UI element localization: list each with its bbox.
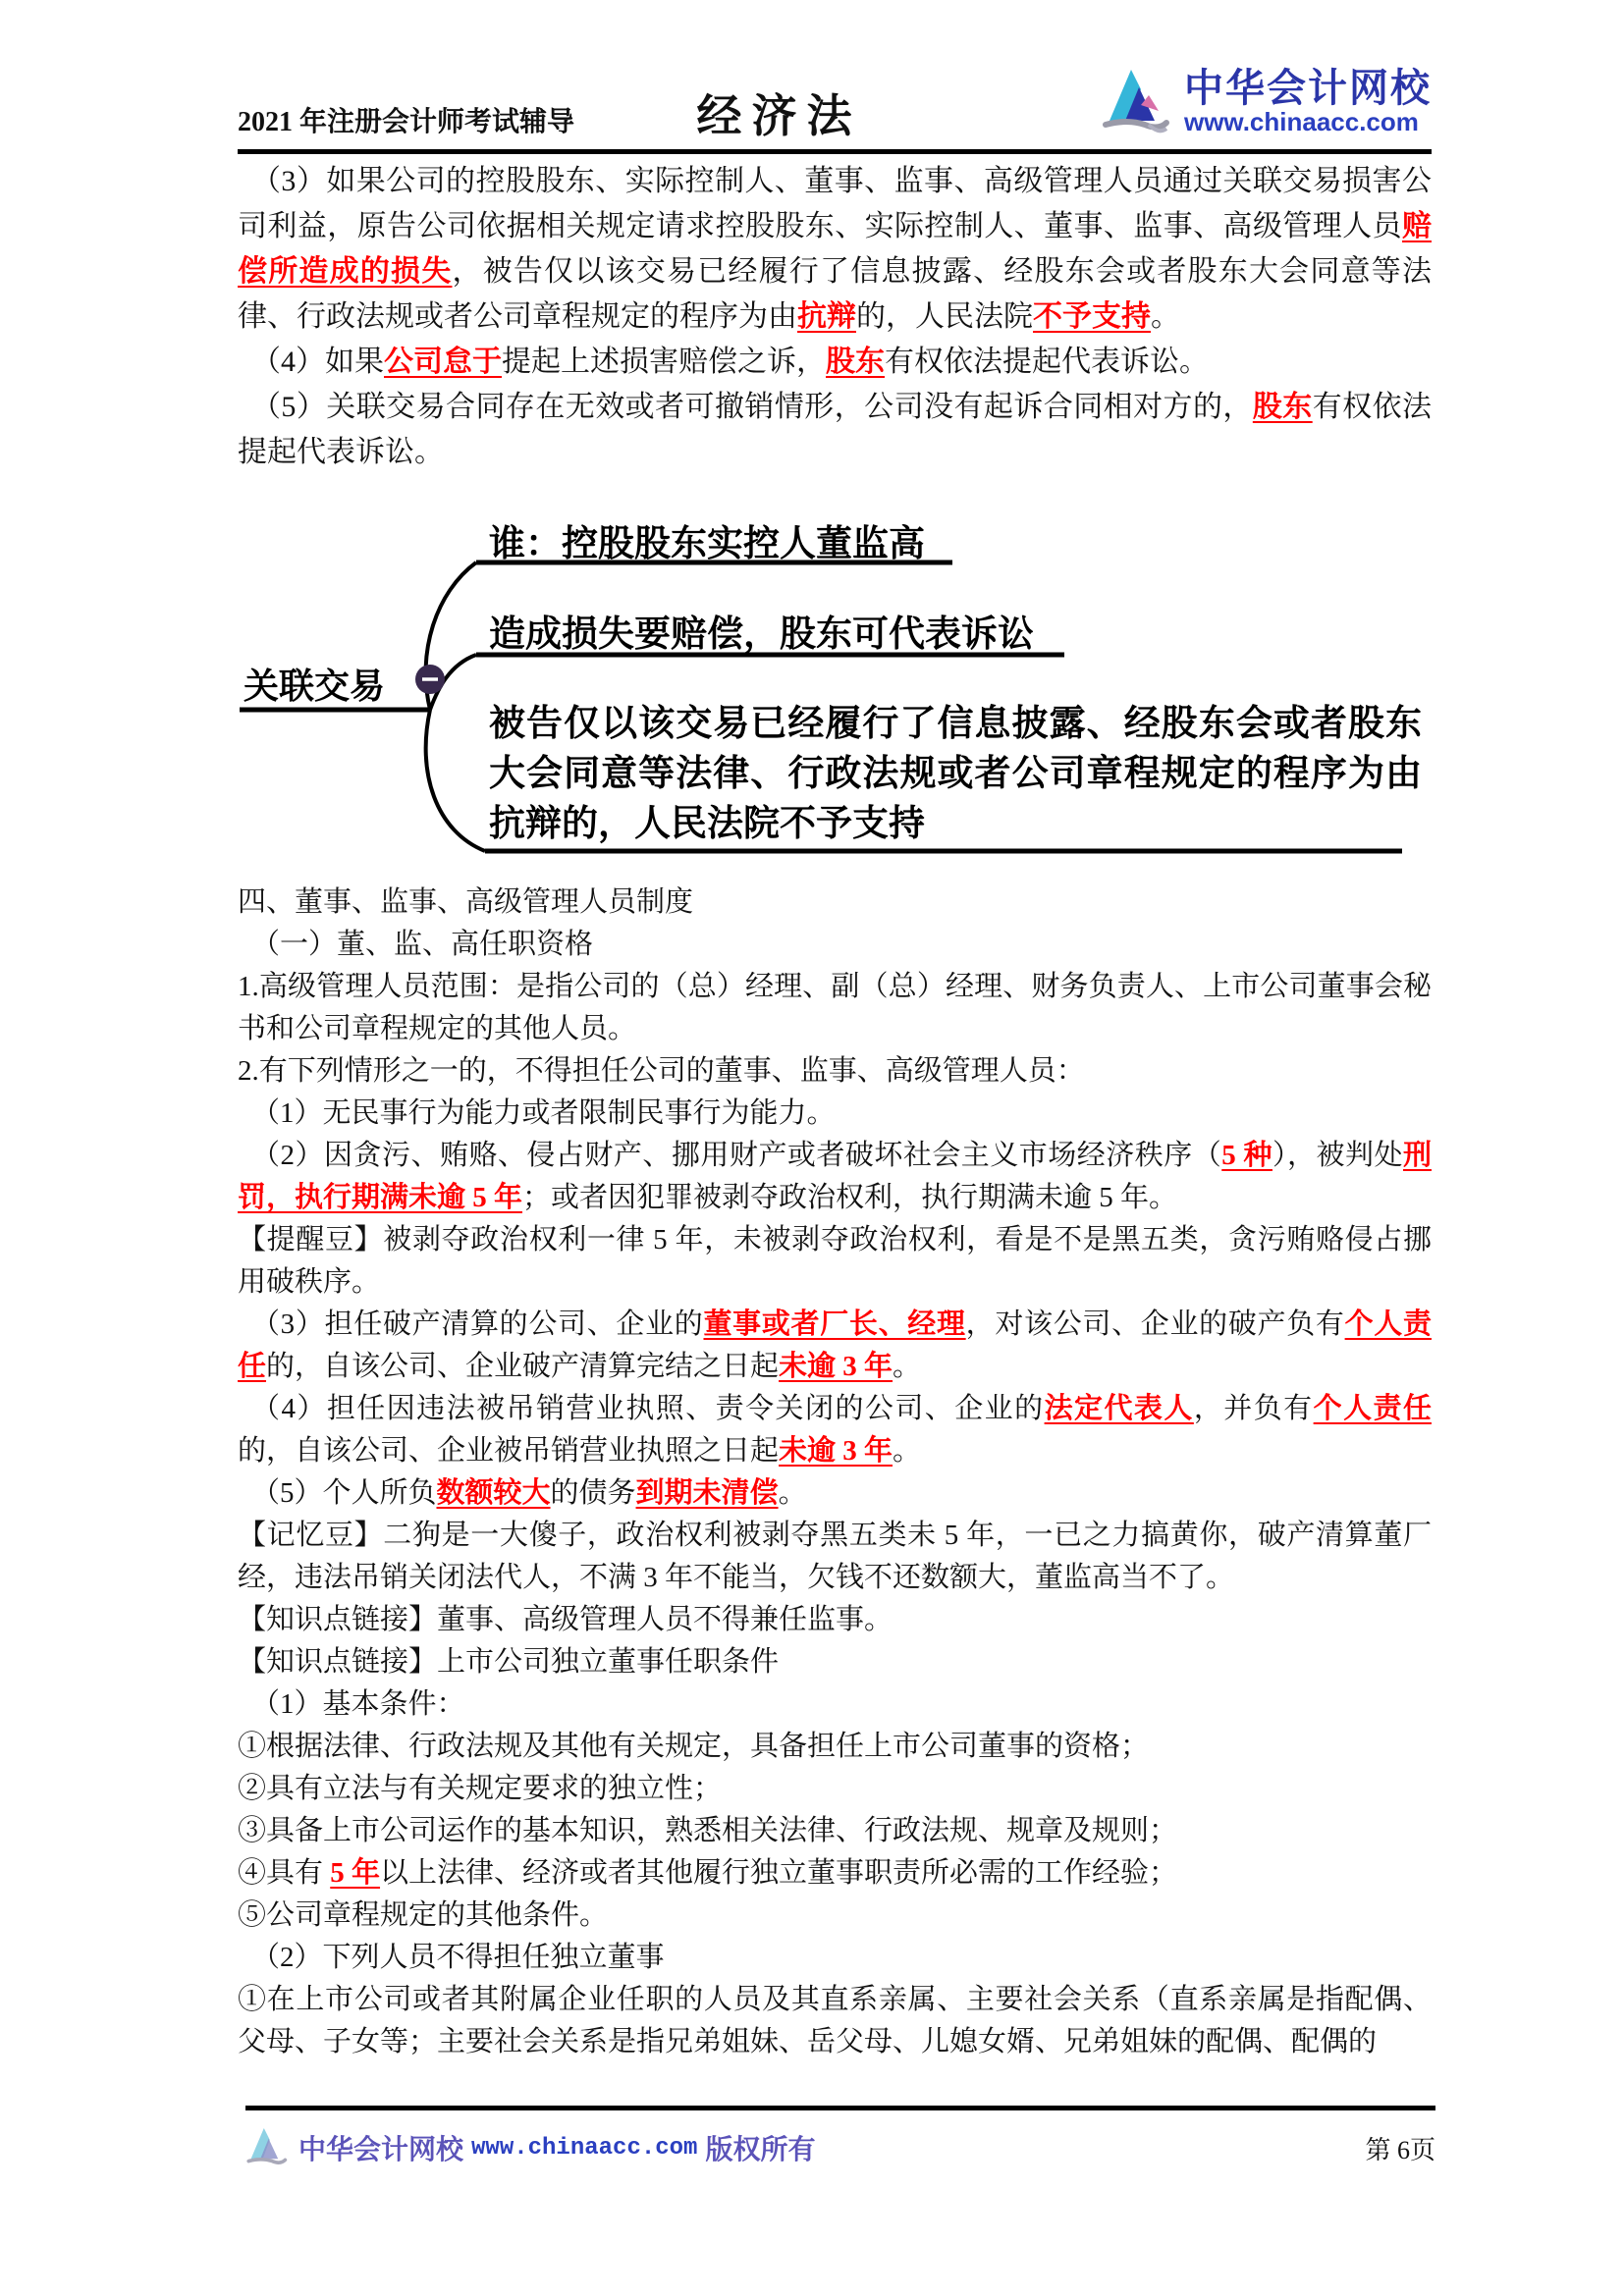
text-run: ①在上市公司或者其附属企业任职的人员及其直系亲属、主要社会关系（直系亲属是指配偶、父母、子女等；主要社会关系是指兄弟姐妹、岳父母、儿媳女婿、兄弟姐妹的配偶、配偶的 bbox=[238, 1984, 1432, 2057]
highlighted-text: 董事或者厂长、经理 bbox=[703, 1308, 966, 1340]
text-run: （4）担任因违法被吊销营业执照、责令关闭的公司、企业的 bbox=[251, 1393, 1045, 1424]
mindmap-branch-3: 被告仅以该交易已经履行了信息披露、经股东会或者股东大会同意等法律、行政法规或者公司章程规定的程序为由抗辩的，人民法院不予支持 bbox=[489, 703, 1422, 843]
body-text-top bbox=[238, 159, 1432, 475]
paragraph bbox=[238, 1768, 1432, 1810]
text-run: 的，自该公司、企业破产清算完结之日起 bbox=[266, 1351, 780, 1382]
paragraph bbox=[238, 1135, 1432, 1219]
body-text-bottom bbox=[238, 881, 1432, 2063]
highlighted-text: 到期未清偿 bbox=[635, 1477, 779, 1509]
subject-title: 经济法 bbox=[696, 91, 862, 141]
paragraph bbox=[238, 1937, 1432, 1979]
text-run: 的，自该公司、企业被吊销营业执照之日起 bbox=[238, 1435, 780, 1467]
text-run: ①根据法律、行政法规及其他有关规定，具备担任上市公司董事的资格； bbox=[238, 1731, 1150, 1762]
text-run: 以上法律、经济或者其他履行独立董事职责所必需的工作经验； bbox=[380, 1857, 1178, 1889]
paragraph bbox=[238, 1641, 1432, 1683]
highlighted-text: 个人责任 bbox=[1313, 1393, 1432, 1424]
highlighted-text: 数额较大 bbox=[436, 1477, 551, 1509]
paragraph bbox=[238, 1979, 1432, 2063]
brand-text bbox=[1184, 68, 1432, 135]
paragraph bbox=[238, 1810, 1432, 1852]
text-run: 。 bbox=[893, 1351, 922, 1382]
highlighted-text: 法定代表人 bbox=[1044, 1393, 1194, 1424]
highlighted-text: 未逾 3 年 bbox=[779, 1351, 893, 1382]
text-run: ④具有 bbox=[238, 1857, 331, 1889]
paragraph bbox=[238, 159, 1432, 340]
paragraph bbox=[238, 1219, 1432, 1304]
paragraph bbox=[238, 1599, 1432, 1641]
text-run: （5）关联交易合同存在无效或者可撤销情形，公司没有起诉合同相对方的， bbox=[251, 391, 1253, 423]
highlighted-text: 抗辩 bbox=[797, 300, 856, 333]
text-run: （2）因贪污、贿赂、侵占财产、挪用财产或者破坏社会主义市场经济秩序（ bbox=[251, 1140, 1222, 1171]
brand-logo bbox=[1102, 60, 1432, 149]
footer-brand-url: www.chinaacc.com bbox=[471, 2134, 698, 2162]
paragraph bbox=[238, 1472, 1432, 1515]
highlighted-text: 个人责任 bbox=[238, 1308, 1432, 1382]
text-run: ，被告仅以该交易已经履行了信息披露、经股东会或者股东大会同意等法律、行政法规或者公司章程规定的程序为由 bbox=[238, 255, 1433, 333]
footer-mountain-logo-icon bbox=[245, 2122, 291, 2174]
footer-rights: 版权所有 bbox=[705, 2134, 816, 2164]
text-run: ②具有立法与有关规定要求的独立性； bbox=[238, 1773, 723, 1804]
mindmap-branch-1: 谁：控股股东实控人董监高 bbox=[489, 523, 925, 563]
paragraph bbox=[238, 1093, 1432, 1135]
paragraph bbox=[238, 1895, 1432, 1937]
highlighted-text: 5 种 bbox=[1221, 1140, 1272, 1171]
highlighted-text: 不予支持 bbox=[1033, 300, 1151, 333]
text-run: （3）担任破产清算的公司、企业的 bbox=[251, 1308, 704, 1340]
footer-brand-name: 中华会计网校 bbox=[298, 2134, 464, 2164]
highlighted-text: 股东 bbox=[1252, 391, 1313, 423]
paragraph bbox=[238, 1726, 1432, 1768]
paragraph bbox=[238, 881, 1432, 924]
footer-copyright bbox=[245, 2122, 815, 2174]
highlighted-text: 赔偿所造成的损失 bbox=[238, 210, 1432, 288]
text-run: （1）基本条件： bbox=[251, 1688, 465, 1720]
paragraph bbox=[238, 1304, 1432, 1388]
mindmap-branch-2: 造成损失要赔偿，股东可代表诉讼 bbox=[489, 614, 1034, 654]
page-header bbox=[238, 47, 1432, 154]
mountain-logo-icon bbox=[1102, 60, 1174, 143]
brand-name: 中华会计网校 bbox=[1183, 66, 1432, 110]
text-run: ），被判处 bbox=[1272, 1140, 1403, 1171]
page-number: 第 6页 bbox=[1365, 2135, 1435, 2164]
paragraph bbox=[238, 1388, 1432, 1472]
paragraph bbox=[238, 1852, 1432, 1895]
text-run: （5）个人所负 bbox=[251, 1477, 437, 1509]
text-run: 的债务 bbox=[550, 1477, 636, 1509]
text-run: 有权依法提起代表诉讼。 bbox=[238, 391, 1433, 468]
course-title: 2021 年注册会计师考试辅导 bbox=[238, 107, 575, 137]
text-run: （1）无民事行为能力或者限制民事行为能力。 bbox=[251, 1097, 836, 1129]
text-run: 提起上述损害赔偿之诉， bbox=[502, 346, 826, 378]
paragraph bbox=[238, 966, 1432, 1050]
text-run: 。 bbox=[1151, 300, 1180, 333]
highlighted-text: 公司怠于 bbox=[384, 346, 502, 378]
text-run: （2）下列人员不得担任独立董事 bbox=[251, 1942, 665, 1973]
text-run: ⑤公司章程规定的其他条件。 bbox=[238, 1899, 609, 1931]
text-run: （一）董、监、高任职资格 bbox=[251, 929, 594, 960]
text-run: （3）如果公司的控股股东、实际控制人、董事、监事、高级管理人员通过关联交易损害公司利益，原告公司依据相关规定请求控股股东、实际控制人、董事、监事、高级管理人员 bbox=[238, 165, 1432, 242]
text-run: 有权依法提起代表诉讼。 bbox=[885, 346, 1209, 378]
paragraph bbox=[238, 924, 1432, 966]
paragraph bbox=[238, 1050, 1432, 1093]
text-run: ，对该公司、企业的破产负有 bbox=[965, 1308, 1345, 1340]
highlighted-text: 股东 bbox=[826, 346, 885, 378]
text-run: 【提醒豆】被剥夺政治权利一律 5 年，未被剥夺政治权利，看是不是黑五类，贪污贿赂侵占挪用破秩序。 bbox=[238, 1224, 1432, 1298]
paragraph bbox=[238, 340, 1432, 385]
highlighted-text: 5 年 bbox=[330, 1857, 381, 1889]
brand-url: www.chinaacc.com bbox=[1183, 106, 1419, 136]
text-run: ；或者因犯罪被剥夺政治权利，执行期满未逾 5 年。 bbox=[522, 1182, 1178, 1213]
text-run: 【知识点链接】董事、高级管理人员不得兼任监事。 bbox=[238, 1604, 893, 1635]
text-run: 。 bbox=[893, 1435, 922, 1467]
text-run: ，并负有 bbox=[1193, 1393, 1314, 1424]
text-run: 2.有下列情形之一的，不得担任公司的董事、监事、高级管理人员： bbox=[238, 1055, 1085, 1087]
mindmap-root-label: 关联交易 bbox=[244, 666, 386, 706]
text-run: （4）如果 bbox=[251, 346, 384, 378]
text-run: 【知识点链接】上市公司独立董事任职条件 bbox=[238, 1646, 780, 1678]
text-run: 四、董事、监事、高级管理人员制度 bbox=[238, 886, 694, 918]
page-footer bbox=[245, 2120, 1435, 2175]
text-run: 。 bbox=[778, 1477, 807, 1509]
text-run: ③具备上市公司运作的基本知识，熟悉相关法律、行政法规、规章及规则； bbox=[238, 1815, 1178, 1846]
text-run: 【记忆豆】二狗是一大傻子，政治权利被剥夺黑五类未 5 年，一已之力搞黄你，破产清算董厂经，违法吊销关闭法代人，不满 3 年不能当，欠钱不还数额大，董监高当不了。 bbox=[238, 1520, 1432, 1593]
highlighted-text: 刑罚，执行期满未逾 5 年 bbox=[238, 1140, 1432, 1213]
text-run: 的，人民法院 bbox=[856, 300, 1033, 333]
text-run: 1.高级管理人员范围：是指公司的（总）经理、副（总）经理、财务负责人、上市公司董事会秘书和公司章程规定的其他人员。 bbox=[238, 971, 1432, 1044]
paragraph bbox=[238, 385, 1432, 475]
paragraph bbox=[238, 1515, 1432, 1599]
highlighted-text: 未逾 3 年 bbox=[779, 1435, 893, 1467]
mindmap-figure bbox=[238, 506, 1432, 871]
paragraph bbox=[238, 1683, 1432, 1726]
footer-rule bbox=[245, 2106, 1435, 2110]
